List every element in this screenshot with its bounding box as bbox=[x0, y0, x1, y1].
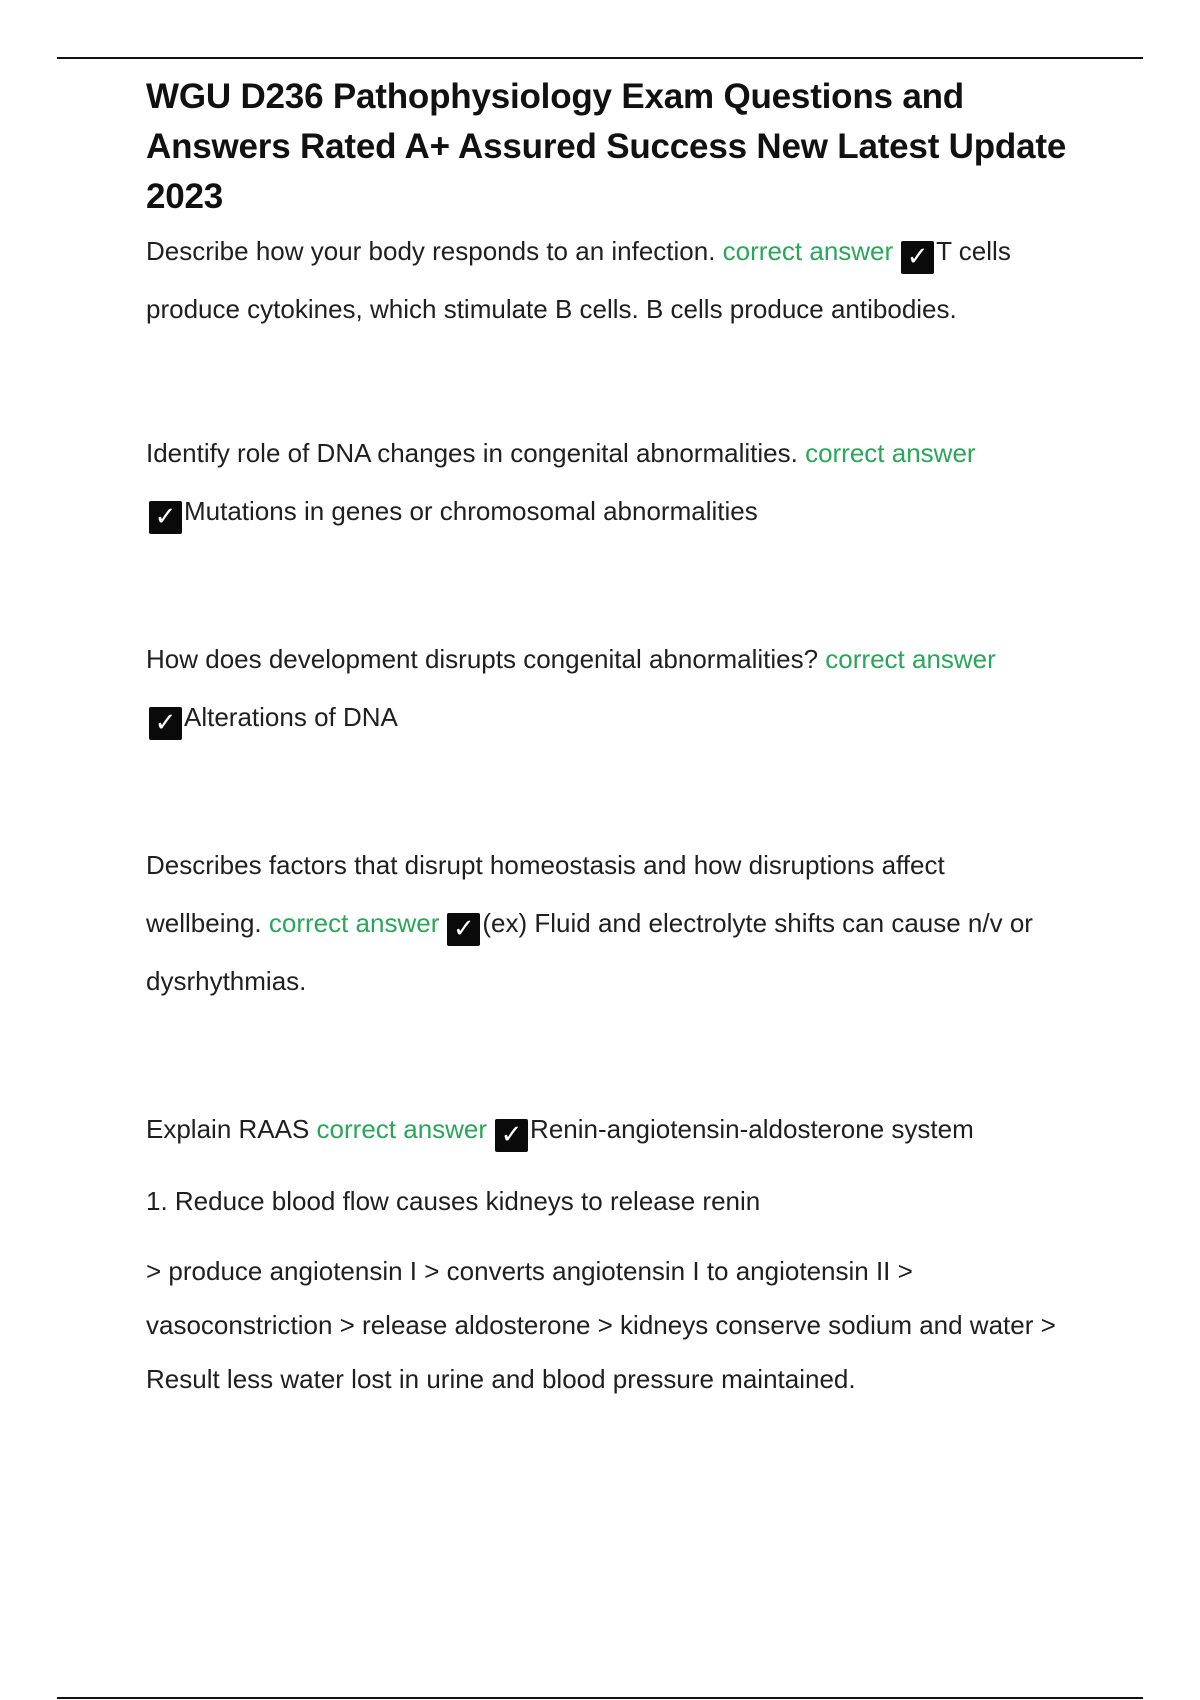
raas-cascade: > produce angiotensin I > converts angiotensin I to angiotensin II > vasoconstriction > release aldosterone > kidneys conserve sodium and water > Result less water lost in urine and blood pressure maintained. bbox=[146, 1256, 1056, 1394]
question-text: How does development disrupts congenital abnormalities? bbox=[146, 644, 819, 674]
answer-text: Renin-angiotensin-aldosterone system bbox=[530, 1114, 974, 1144]
raas-step-1: 1. Reduce blood flow causes kidneys to release renin bbox=[146, 1186, 761, 1216]
qa-item-4 bbox=[146, 836, 1046, 1010]
checkmark-icon: ✓ bbox=[149, 501, 182, 534]
answer-text: Alterations of DNA bbox=[184, 702, 398, 732]
question-text: Identify role of DNA changes in congenital abnormalities. bbox=[146, 438, 798, 468]
qa-item-2 bbox=[146, 424, 1046, 540]
qa-item-1 bbox=[146, 222, 1016, 338]
document-body bbox=[146, 72, 1096, 1406]
answer-text: (ex) Fluid and electrolyte shifts can cause n/v or dysrhythmias. bbox=[146, 908, 1033, 996]
checkmark-icon: ✓ bbox=[149, 707, 182, 740]
correct-answer-label: correct answer bbox=[268, 908, 440, 938]
checkmark-icon: ✓ bbox=[447, 913, 480, 946]
checkmark-icon: ✓ bbox=[901, 241, 934, 274]
bottom-rule bbox=[57, 1697, 1143, 1699]
correct-answer-label: correct answer bbox=[825, 644, 996, 674]
correct-answer-label: correct answer bbox=[316, 1114, 488, 1144]
correct-answer-label: correct answer bbox=[805, 438, 976, 468]
question-text: Explain RAAS bbox=[146, 1114, 310, 1144]
top-rule bbox=[57, 57, 1143, 59]
qa-list bbox=[146, 222, 1096, 1406]
document-title: WGU D236 Pathophysiology Exam Questions and Answers Rated A+ Assured Success New Latest Update 2023 bbox=[146, 77, 1067, 216]
answer-text: Mutations in genes or chromosomal abnormalities bbox=[184, 496, 758, 526]
question-text: Describes factors that disrupt homeostasis and how disruptions affect wellbeing. bbox=[146, 850, 945, 938]
question-text: Describe how your body responds to an infection. bbox=[146, 236, 716, 266]
answer-text: T cells produce cytokines, which stimulate B cells. B cells produce antibodies. bbox=[146, 236, 1011, 324]
checkmark-icon: ✓ bbox=[495, 1119, 528, 1152]
qa-item-3 bbox=[146, 630, 1066, 746]
qa-item-5 bbox=[146, 1100, 1086, 1158]
correct-answer-label: correct answer bbox=[722, 236, 894, 266]
